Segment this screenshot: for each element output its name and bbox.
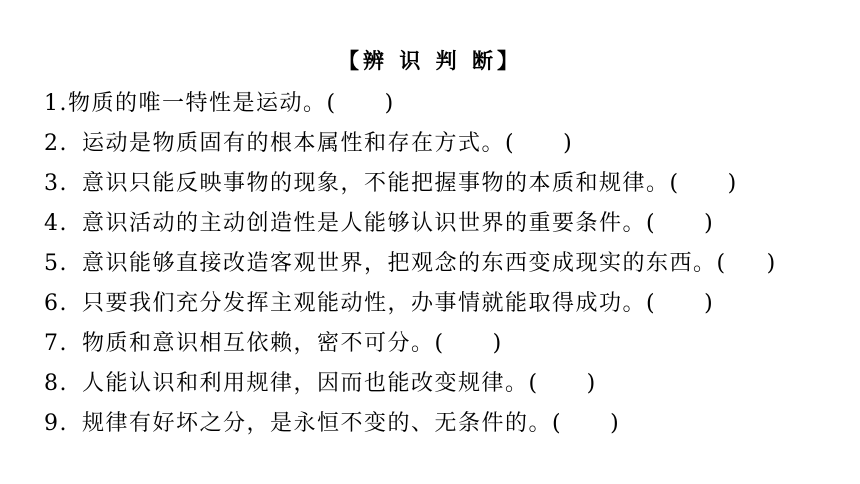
answer-blank[interactable]: ( ): [669, 171, 738, 196]
answer-blank[interactable]: ( ): [716, 251, 777, 276]
question-number: 7.: [44, 331, 68, 356]
question-number: 6.: [44, 291, 68, 316]
question-text: 意识活动的主动创造性是人能够认识世界的重要条件。: [82, 211, 647, 236]
question-text: 意识只能反映事物的现象，不能把握事物的本质和规律。: [82, 171, 670, 196]
question-text: 规律有好坏之分，是永恒不变的、无条件的。: [82, 411, 553, 436]
section-title: 【辨 识 判 断】: [338, 48, 522, 73]
question-number: 3.: [44, 171, 68, 196]
question-text: 只要我们充分发挥主观能动性，办事情就能取得成功。: [82, 291, 647, 316]
answer-blank[interactable]: ( ): [528, 371, 597, 396]
question-item: [44, 84, 777, 124]
question-number: 4.: [44, 211, 68, 236]
answer-blank[interactable]: ( ): [326, 91, 395, 116]
question-text: 意识能够直接改造客观世界，把观念的东西变成现实的东西。: [82, 251, 717, 276]
question-number: 2.: [44, 131, 68, 156]
question-text: 运动是物质固有的根本属性和存在方式。: [82, 131, 506, 156]
question-number: 9.: [44, 411, 68, 436]
question-text: 物质的唯一特性是运动。: [68, 91, 327, 116]
answer-blank[interactable]: ( ): [505, 131, 574, 156]
question-text: 物质和意识相互依赖，密不可分。: [82, 331, 435, 356]
question-item: [44, 364, 777, 404]
answer-blank[interactable]: ( ): [434, 331, 503, 356]
judgment-question-list: [44, 84, 777, 444]
question-number: 5.: [44, 251, 68, 276]
question-item: [44, 164, 777, 204]
answer-blank[interactable]: ( ): [552, 411, 621, 436]
answer-blank[interactable]: ( ): [646, 211, 715, 236]
answer-blank[interactable]: ( ): [646, 291, 715, 316]
question-item: [44, 404, 777, 444]
question-item: [44, 244, 777, 284]
question-number: 1.: [44, 91, 68, 116]
question-item: [44, 324, 777, 364]
question-item: [44, 124, 777, 164]
question-item: [44, 284, 777, 324]
question-text: 人能认识和利用规律，因而也能改变规律。: [82, 371, 529, 396]
question-number: 8.: [44, 371, 68, 396]
question-item: [44, 204, 777, 244]
